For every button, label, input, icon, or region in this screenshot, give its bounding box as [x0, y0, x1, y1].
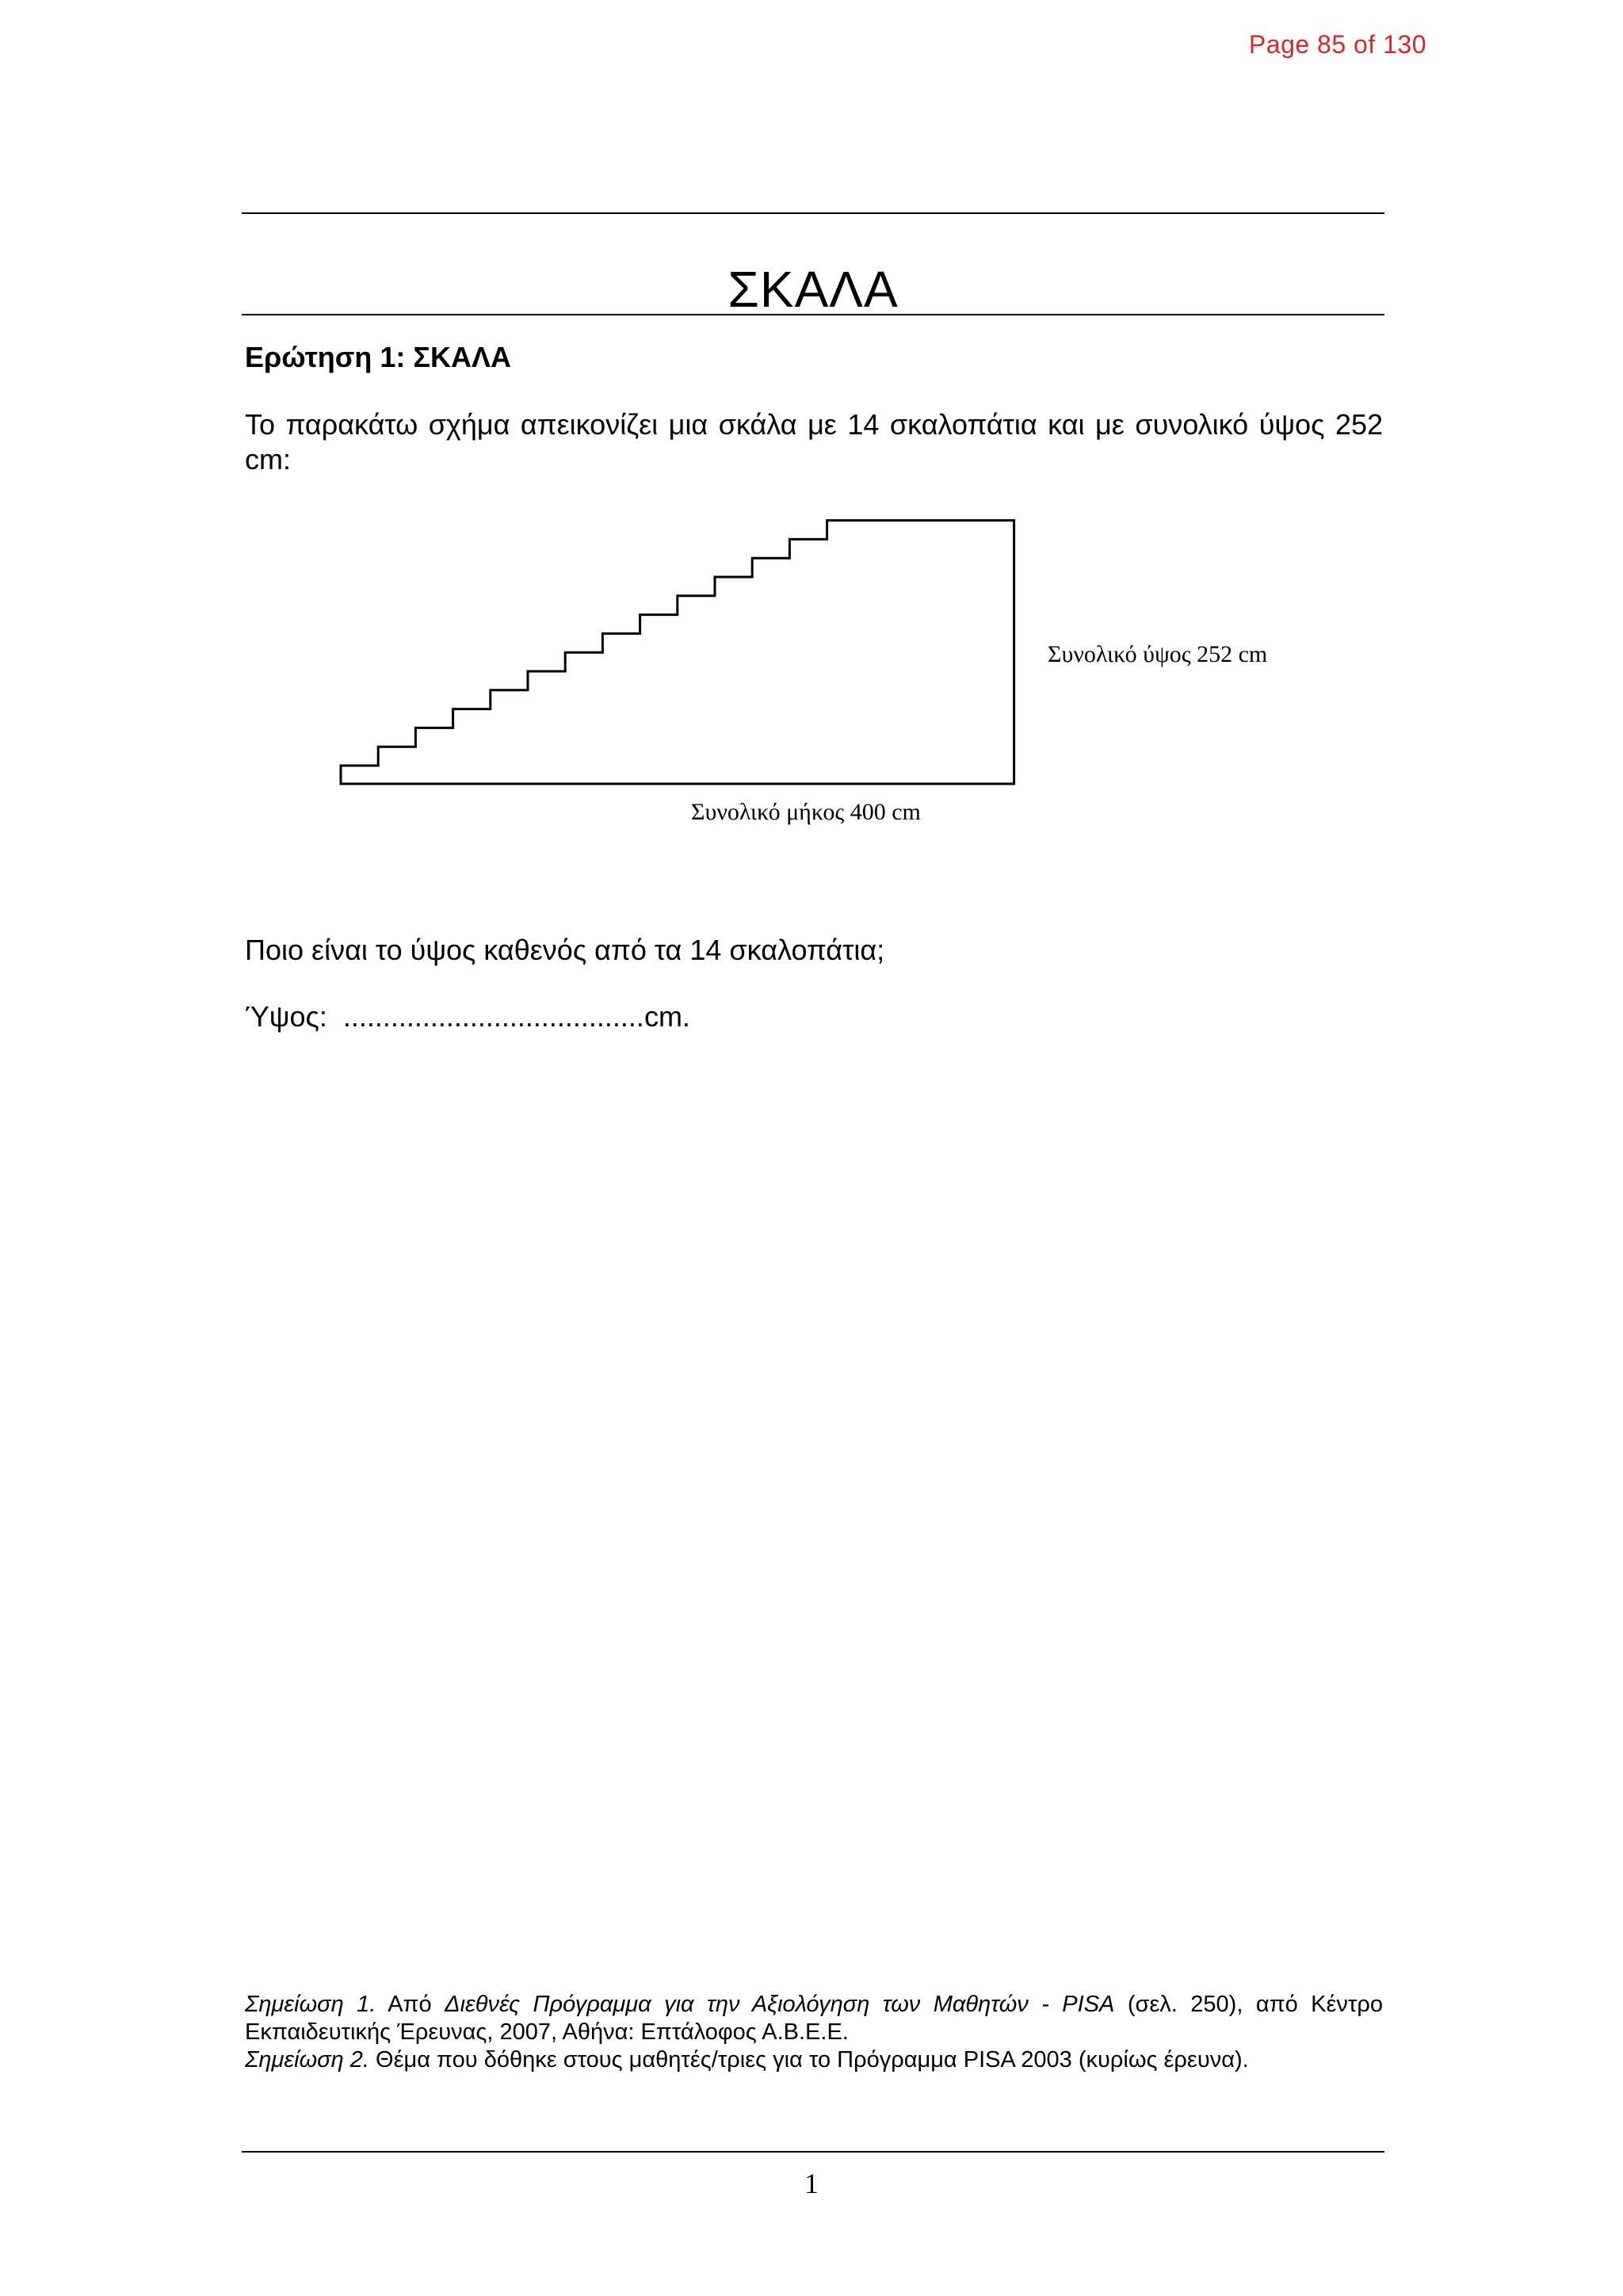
note-1-text-b: (σελ. 250), από Κέντρο Εκπαιδευτικής Έρευνας, 2007, Αθήνα: Επτάλοφος Α.Β.Ε.Ε. — [245, 1992, 1384, 2045]
answer-label: Ύψος: — [245, 1000, 327, 1033]
total-length-label: Συνολικό μήκος 400 cm — [691, 799, 921, 825]
staircase-diagram — [325, 499, 1300, 840]
staircase-outline — [341, 521, 1014, 784]
title-rule — [242, 314, 1384, 315]
footnotes — [245, 1991, 1383, 2074]
note-1-prefix: Σημείωση 1. — [245, 1992, 376, 2017]
answer-blank: ...................................... — [342, 1000, 644, 1033]
page-title: ΣΚΑΛΑ — [727, 260, 899, 318]
note-2-prefix: Σημείωση 2. — [245, 2047, 369, 2073]
staircase-figure — [325, 499, 1300, 840]
note-2-text: Θέμα που δόθηκε στους μαθητές/τριες για το Πρόγραμμα PISA 2003 (κυρίως έρευνα). — [369, 2047, 1249, 2073]
top-rule — [242, 212, 1384, 214]
page-counter: Page 85 of 130 — [1248, 30, 1426, 59]
note-1-text-a: Από — [376, 1992, 445, 2017]
total-height-label: Συνολικό ύψος 252 cm — [1048, 641, 1268, 667]
question-intro: Το παρακάτω σχήμα απεικονίζει μια σκάλα με 14 σκαλοπάτια και με συνολικό ύψος 252 cm: — [245, 408, 1383, 476]
note-1-source: Διεθνές Πρόγραμμα για την Αξιολόγηση των Μαθητών - PISA — [445, 1992, 1115, 2017]
question-heading: Ερώτηση 1: ΣΚΑΛΑ — [245, 341, 511, 373]
answer-unit: cm. — [643, 1000, 690, 1033]
note-2 — [245, 2046, 1383, 2074]
page-number: 1 — [804, 2168, 819, 2199]
note-1 — [245, 1991, 1383, 2046]
question-prompt: Ποιο είναι το ύψος καθενός από τα 14 σκαλοπάτια; — [245, 934, 885, 966]
footer-rule — [242, 2151, 1384, 2153]
answer-line — [245, 1000, 690, 1033]
